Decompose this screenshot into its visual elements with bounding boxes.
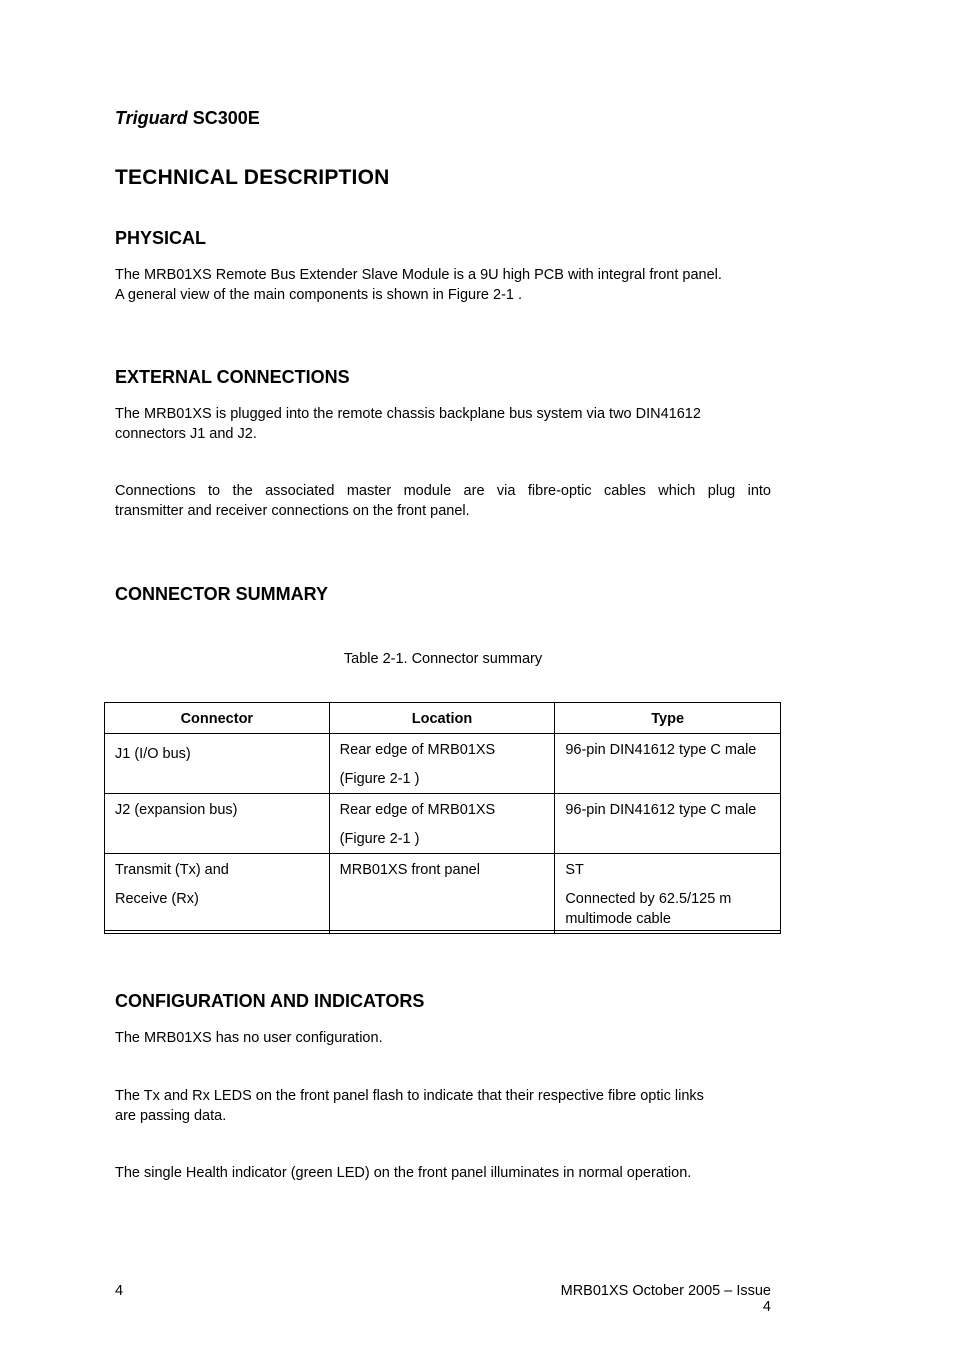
table-cell-location [329,734,555,794]
heading-physical: PHYSICAL [115,228,207,248]
product-header [115,108,260,129]
table-caption: Table 2-1. Connector summary [343,651,543,667]
page-number: 4 [115,1283,124,1299]
column-header: Type [555,703,781,734]
cell-line: Rear edge of MRB01XS [339,802,496,818]
external-p1-line-1: The MRB01XS is plugged into the remote chassis backplane bus system via two DIN41612 [115,406,701,422]
table-cell-type [555,794,781,854]
product-brand: Triguard [115,108,188,128]
cell-line: J2 (expansion bus) [115,802,238,818]
config-paragraph-2 [115,1086,771,1126]
cell-line: MRB01XS front panel [339,862,480,878]
cell-line: multimode cable [565,911,671,927]
cell-line: J1 (I/O bus) [115,746,191,762]
connector-table [104,702,781,934]
footer-doc-info: MRB01XS October 2005 – Issue 4 [560,1283,771,1315]
config-p2-line-1: The Tx and Rx LEDS on the front panel flash to indicate that their respective fibre optic links [115,1088,704,1104]
external-paragraph-2 [115,481,771,521]
table-cell-type [555,854,781,934]
external-p2-line-1: Connections to the associated master module are via fibre-optic cables which plug into [115,483,771,499]
table-row [105,734,781,794]
heading-external-connections: EXTERNAL CONNECTIONS [115,367,350,387]
product-model: SC300E [192,108,260,128]
table-cell-type [555,734,781,794]
table-row [105,854,781,934]
table-cell-connector [105,854,330,934]
table-cell-location [329,854,555,934]
config-paragraph-3: The single Health indicator (green LED) on the front panel illuminates in normal operation. [115,1165,692,1181]
external-p2-line-2: transmitter and receiver connections on the front panel. [115,503,470,519]
column-header: Location [329,703,555,734]
heading-connector-summary: CONNECTOR SUMMARY [115,584,329,604]
cell-line: (Figure 2-1 ) [339,771,420,787]
column-header: Connector [105,703,330,734]
page-title: TECHNICAL DESCRIPTION [115,166,390,189]
cell-line: 96-pin DIN41612 type C male [565,742,757,758]
cell-line: Transmit (Tx) and [115,862,229,878]
table-header-row [105,703,781,734]
table-row [105,794,781,854]
cell-line: 96-pin DIN41612 type C male [565,802,757,818]
config-paragraph-1: The MRB01XS has no user configuration. [115,1030,383,1046]
cell-line: Receive (Rx) [115,891,199,907]
table-cell-connector [105,794,330,854]
heading-configuration-indicators: CONFIGURATION AND INDICATORS [115,991,425,1011]
external-paragraph-1 [115,404,771,444]
physical-line-2: A general view of the main components is shown in Figure 2-1 . [115,287,523,303]
cell-line: Rear edge of MRB01XS [339,742,496,758]
config-p2-line-2: are passing data. [115,1108,227,1124]
external-p1-line-2: connectors J1 and J2. [115,426,257,442]
cell-line: ST [565,862,584,878]
cell-line: Connected by 62.5/125 m [565,891,732,907]
physical-paragraph [115,265,771,305]
table-cell-location [329,794,555,854]
cell-line: (Figure 2-1 ) [339,831,420,847]
physical-line-1: The MRB01XS Remote Bus Extender Slave Module is a 9U high PCB with integral front panel. [115,267,722,283]
table-cell-connector [105,734,330,794]
table-bottom-rule [104,930,781,931]
